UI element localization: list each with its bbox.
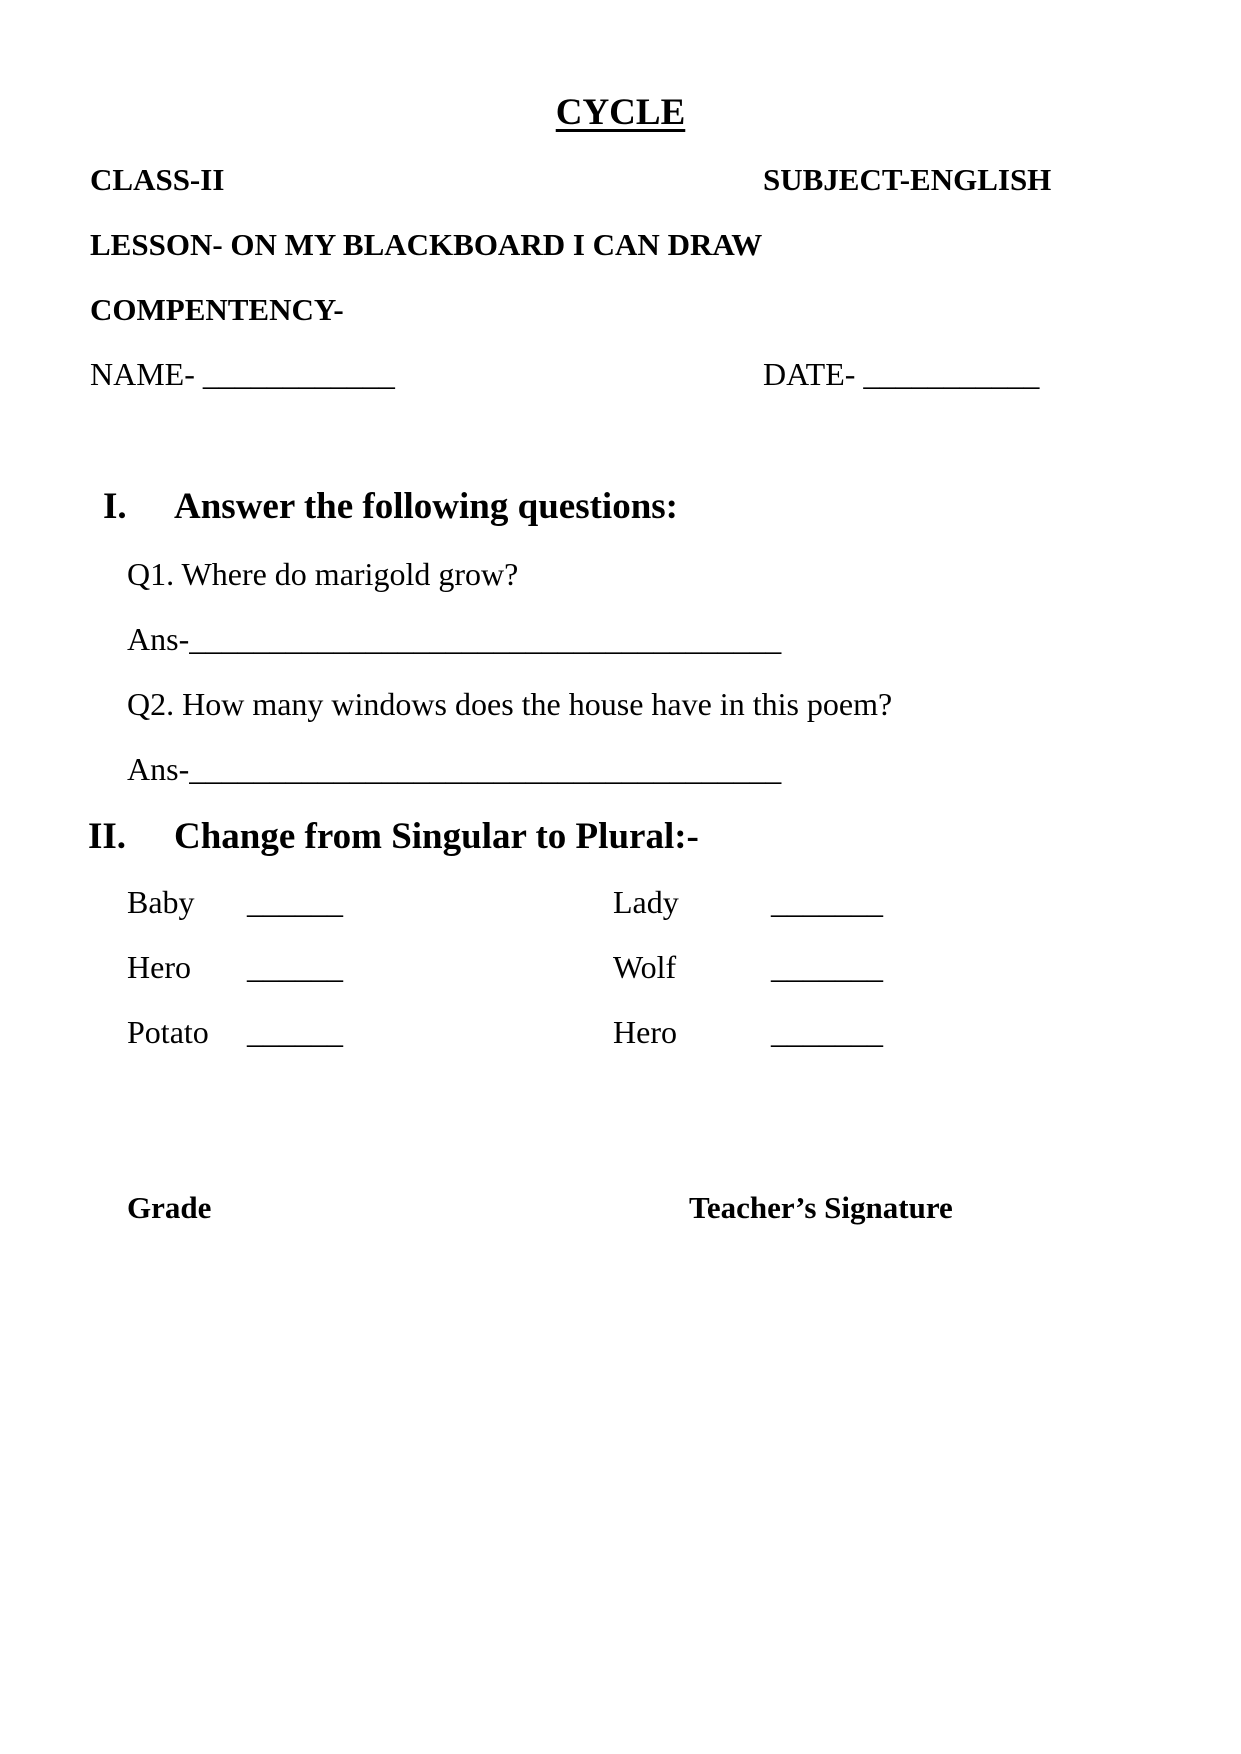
answer-line-1: Ans-_____________________________________ [127,621,782,657]
grade-label: Grade [127,1190,212,1225]
worksheet-title: CYCLE [555,92,686,133]
date-field: DATE- ___________ [763,356,1040,392]
question-2: Q2. How many windows does the house have in this poem? [127,686,893,722]
plural-blank: ______ [247,949,343,985]
class-label: CLASS-II [90,162,225,197]
singular-word: Hero [127,949,191,985]
question-1: Q1. Where do marigold grow? [127,556,519,592]
plural-blank: ______ [247,884,343,920]
singular-word: Wolf [613,949,677,985]
section-2-numeral: II. [88,816,127,857]
plural-blank: ______ [247,1014,343,1050]
singular-word: Baby [127,884,195,920]
plural-blank: _______ [771,884,883,920]
answer-line-2: Ans-_____________________________________ [127,751,782,787]
plural-blank: _______ [771,1014,883,1050]
subject-label: SUBJECT-ENGLISH [763,162,1052,197]
singular-word: Hero [613,1014,677,1050]
name-field: NAME- ____________ [90,356,395,392]
singular-word: Potato [127,1014,209,1050]
teacher-signature-label: Teacher’s Signature [689,1190,953,1225]
competency-label: COMPENTENCY- [90,292,344,327]
section-1-heading: Answer the following questions: [174,486,678,527]
singular-word: Lady [613,884,679,920]
section-1-numeral: I. [103,486,127,527]
lesson-label: LESSON- ON MY BLACKBOARD I CAN DRAW [90,227,763,262]
section-2-heading: Change from Singular to Plural:- [174,816,699,857]
plural-blank: _______ [771,949,883,985]
